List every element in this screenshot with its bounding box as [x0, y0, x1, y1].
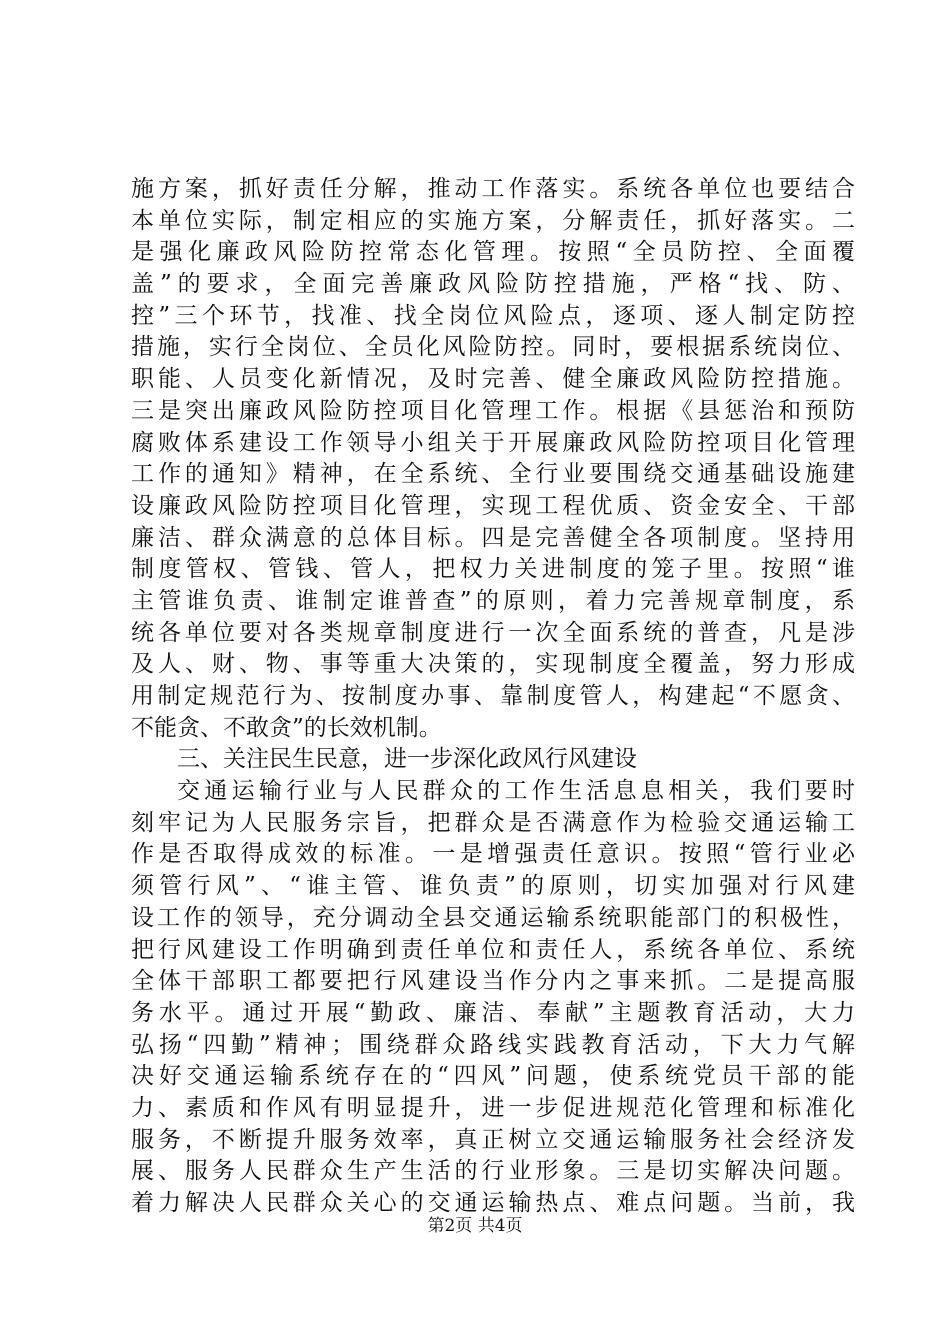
text-line: 是强化廉政风险防控常态化管理。按照“全员防控、全面覆	[131, 239, 855, 266]
text-line: 须管行风”、“谁主管、谁负责”的原则，切实加强对行风建	[131, 873, 855, 900]
text-line: 制度管权、管钱、管人，把权力关进制度的笼子里。按照“谁	[131, 556, 855, 583]
text-line: 三是突出廉政风险防控项目化管理工作。根据《县惩治和预防	[131, 397, 855, 424]
text-line: 展、服务人民群众生产生活的行业形象。三是切实解决问题。	[131, 1158, 855, 1185]
text-line: 设廉政风险防控项目化管理，实现工程优质、资金安全、干部	[131, 492, 855, 519]
text-line: 不能贪、不敢贪”的长效机制。	[131, 714, 442, 741]
text-line: 职能、人员变化新情况，及时完善、健全廉政风险防控措施。	[131, 366, 855, 393]
text-line: 及人、财、物、事等重大决策的，实现制度全覆盖，努力形成	[131, 651, 855, 678]
text-line: 统各单位要对各类规章制度进行一次全面系统的普查，凡是涉	[131, 619, 855, 646]
text-line: 腐败体系建设工作领导小组关于开展廉政风险防控项目化管理	[131, 429, 855, 456]
text-line: 施方案，抓好责任分解，推动工作落实。系统各单位也要结合	[131, 176, 855, 202]
text-line: 全体干部职工都要把行风建设当作分内之事来抓。二是提高服	[131, 968, 855, 995]
text-line: 工作的通知》精神，在全系统、全行业要围绕交通基础设施建	[131, 461, 855, 488]
text-line: 措施，实行全岗位、全员化风险防控。同时，要根据系统岗位、	[131, 334, 855, 361]
text-line: 弘扬“四勤”精神；围绕群众路线实践教育活动，下大力气解	[131, 1031, 855, 1058]
text-line: 盖”的要求，全面完善廉政风险防控措施，严格“找、防、	[131, 271, 855, 298]
text-line: 本单位实际，制定相应的实施方案，分解责任，抓好落实。二	[131, 207, 855, 234]
text-line: 设工作的领导，充分调动全县交通运输系统职能部门的积极性，	[131, 904, 855, 931]
text-line: 刻牢记为人民服务宗旨，把群众是否满意作为检验交通运输工	[131, 809, 855, 836]
section-heading: 三、关注民生民意，进一步深化政风行风建设	[177, 746, 637, 773]
text-line: 廉洁、群众满意的总体目标。四是完善健全各项制度。坚持用	[131, 524, 855, 551]
page-number-footer: 第2页 共4页	[427, 1216, 523, 1236]
text-line: 决好交通运输系统存在的“四风”问题，使系统党员干部的能	[131, 1063, 855, 1090]
text-line: 着力解决人民群众关心的交通运输热点、难点问题。当前，我	[131, 1190, 855, 1216]
text-line: 作是否取得成效的标准。一是增强责任意识。按照“管行业必	[131, 841, 855, 868]
text-line: 力、素质和作风有明显提升，进一步促进规范化管理和标准化	[131, 1094, 855, 1121]
document-body	[131, 174, 855, 1220]
text-line: 务水平。通过开展“勤政、廉洁、奉献”主题教育活动，大力	[131, 999, 855, 1026]
text-line: 用制定规范行为、按制度办事、靠制度管人，构建起“不愿贪、	[131, 683, 855, 709]
text-line: 交通运输行业与人民群众的工作生活息息相关，我们要时	[177, 778, 855, 805]
text-line: 服务，不断提升服务效率，真正树立交通运输服务社会经济发	[131, 1126, 855, 1153]
text-line: 控”三个环节，找准、找全岗位风险点，逐项、逐人制定防控	[131, 302, 855, 329]
text-line: 主管谁负责、谁制定谁普查”的原则，着力完善规章制度，系	[131, 587, 855, 614]
text-line: 把行风建设工作明确到责任单位和责任人，系统各单位、系统	[131, 936, 855, 963]
